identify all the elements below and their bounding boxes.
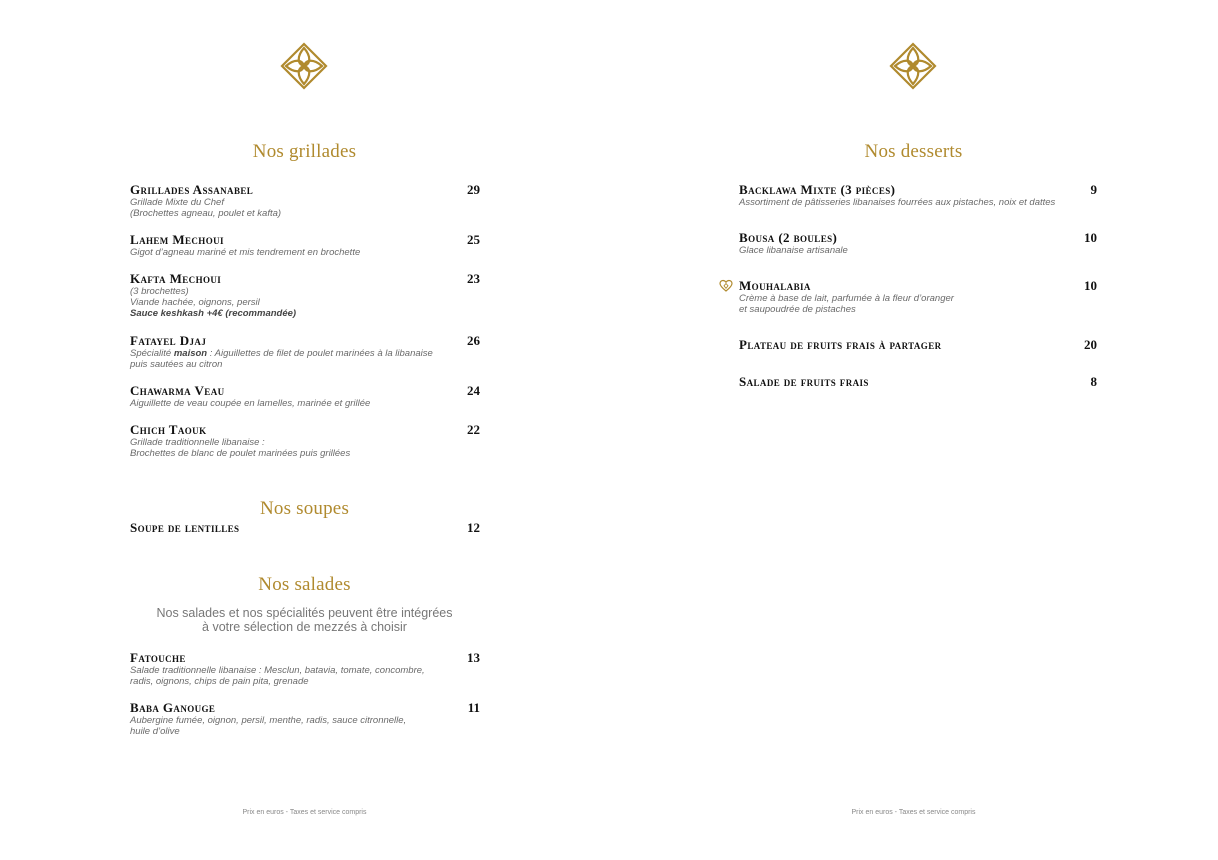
item-description: Grillade Mixte du Chef [130,197,224,208]
item-name: Bousa (2 boules) [739,230,838,245]
item-description: radis, oignons, chips de pain pita, grenade [130,676,309,687]
menu-item [739,183,1097,208]
salades-intro-line-1: Nos salades et nos spécialités peuvent être intégrées [156,606,453,620]
menu-item [739,279,1097,315]
salades-intro-line-2: à votre sélection de mezzés à choisir [202,620,407,634]
menu-item [130,701,480,737]
menu-item [130,651,480,687]
menu-item [130,423,480,459]
item-price: 9 [1090,182,1097,197]
item-name: Grillades Assanabel [130,182,254,197]
item-description [130,348,480,359]
diamond-logo-icon [889,42,937,90]
item-name: Salade de fruits frais [739,374,869,389]
item-price: 12 [467,520,480,535]
menu-item [130,334,480,370]
item-name: Chich Taouk [130,422,207,437]
section-title-desserts: Nos desserts [864,141,963,162]
section-title-salades: Nos salades [258,574,351,595]
item-description: Aiguillette de veau coupée en lamelles, marinée et grillée [130,398,371,409]
item-price: 24 [467,383,480,398]
item-price: 20 [1084,337,1097,352]
item-name: Backlawa Mixte (3 pièces) [739,182,896,197]
item-price: 13 [467,650,480,665]
item-price: 10 [1084,230,1097,245]
desc-prefix: Spécialité [130,348,174,359]
item-note: Sauce keshkash +4€ (recommandée) [130,308,297,319]
item-description: Crème à base de lait, parfumée à la fleur d’oranger [739,293,954,304]
menu-item [739,231,1097,256]
item-description: puis sautées au citron [130,359,223,370]
menu-item [739,375,1097,389]
menu-item [130,272,480,319]
item-description: (3 brochettes) [130,286,189,297]
item-description: Glace libanaise artisanale [739,245,848,256]
item-name: Chawarma Veau [130,383,225,398]
menu-item [130,521,480,535]
menu-item [739,338,1097,352]
item-price: 10 [1084,278,1097,293]
heart-icon [719,279,733,293]
section-title-grillades: Nos grillades [252,141,357,162]
item-description: Viande hachée, oignons, persil [130,297,260,308]
item-price: 29 [467,182,480,197]
item-price: 26 [467,333,480,348]
item-price: 25 [467,232,480,247]
desc-bold: maison [173,348,208,359]
item-name: Baba Ganouge [130,700,216,715]
price-footer: Prix en euros - Taxes et service compris [242,809,367,816]
item-description: Gigot d’agneau mariné et mis tendrement en brochette [130,247,361,258]
menu-item [130,384,480,409]
desc-suffix: : Aiguillettes de filet de poulet marinées à la libanaise [207,348,433,359]
item-description: (Brochettes agneau, poulet et kafta) [130,208,282,219]
menu-item [130,183,480,219]
item-name: Fatayel Djaj [130,333,207,348]
item-description: Assortiment de pâtisseries libanaises fourrées aux pistaches, noix et dattes [739,197,1056,208]
item-price: 23 [467,271,480,286]
item-name: Soupe de lentilles [130,520,240,535]
item-name: Mouhalabia [739,278,811,293]
item-name: Plateau de fruits frais à partager [739,337,942,352]
item-description: Grillade traditionnelle libanaise : [130,437,265,448]
item-description: Brochettes de blanc de poulet marinées puis grillées [130,448,351,459]
section-title-soupes: Nos soupes [259,498,350,519]
item-description: Salade traditionnelle libanaise : Mesclun, batavia, tomate, concombre, [130,665,425,676]
diamond-logo-icon [280,42,328,90]
item-name: Lahem Mechoui [130,232,224,247]
item-price: 11 [467,700,480,715]
item-description: Aubergine fumée, oignon, persil, menthe, radis, sauce citronnelle, [130,715,407,726]
menu-item [130,233,480,258]
price-footer: Prix en euros - Taxes et service compris [851,809,976,816]
item-price: 8 [1090,374,1097,389]
item-description: et saupoudrée de pistaches [739,304,856,315]
item-description: huile d’olive [130,726,180,737]
item-price: 22 [467,422,480,437]
item-name: Kafta Mechoui [130,271,222,286]
item-name: Fatouche [130,650,186,665]
right-menu-page [609,0,1218,860]
